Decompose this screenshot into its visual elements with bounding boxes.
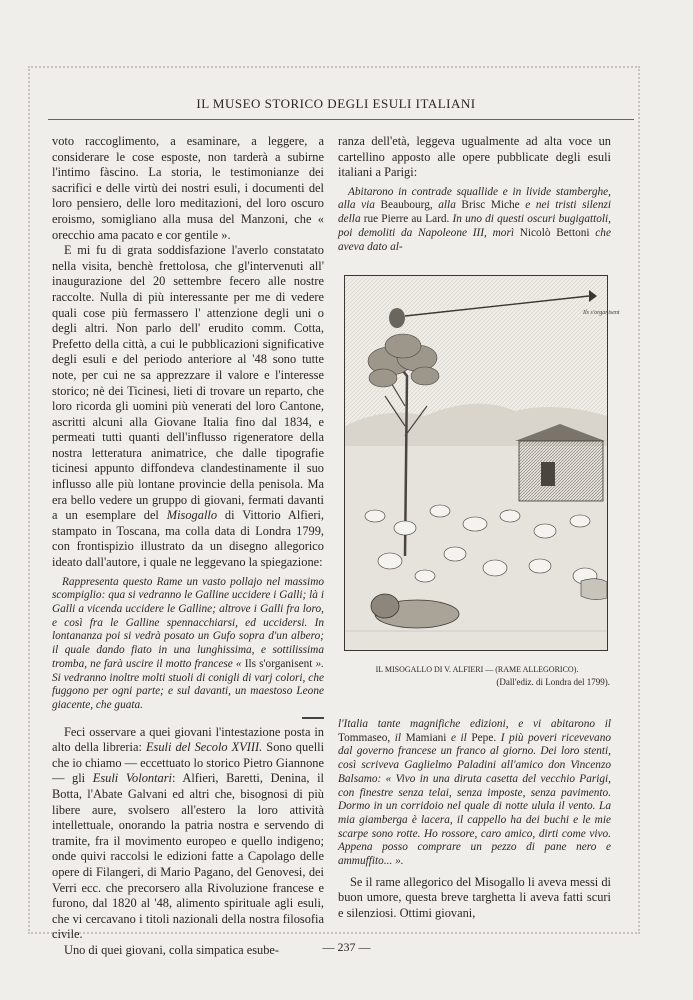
text-run: e il (446, 731, 472, 744)
text-run: e nei tristi silenzi della (338, 199, 611, 226)
quote-end-rule (302, 717, 324, 719)
text-run: Tommaseo, (338, 731, 391, 744)
text-run: Feci osservare a quei giovani l'intestazione posta in alto della libreria: (52, 724, 324, 755)
caption-source: (Dall'ediz. di Londra del 1799). (496, 677, 610, 687)
text-run: E mi fu di grata soddisfazione l'averlo constatato nella visita, benchè frettolosa, che gl'intervenuti all' inaugurazione del 20 settembre fecero alle nostre raccolte. Nulla di più interessante per me di vedere quali cose più fermassero l' attenzione degli uni o degli altri. Non parlo dell' erudito comm. Cotta, Prefetto della città, a cui le pubblicazioni significative degli esuli e del periodo anteriore al '48 sono tutte note, per cui ne sa apprezzare il valore e l'interesse storico; nè dei Ticinesi, lieti di trovare un reparto, che loro ricorda gli uomini più venerati del loro Cantone, ascritti alcuni alla Giovane Italia fino dal 1834, e permeati tutti quanti dell'influsso rigeneratore della nostra letteratura animatrice, che dalle tipografie ticinesi appunto diffondeva clandestinamente il suo influsso alle più lontane provincie della penisola. Ma era bello vedere un gruppo di giovani, fermati davanti a un esemplare del (52, 243, 324, 523)
block-quote (52, 576, 324, 713)
text-run: alla (432, 199, 462, 212)
library-heading: Esuli del Secolo XVIII. (145, 740, 263, 755)
paragraph: ranza dell'età, leggeva ugualmente ad alta voce un cartellino apposto alle opere pubblicate degli esuli italiani a Parigi: (338, 134, 611, 180)
motto: Ils s'organisent (244, 657, 313, 670)
text-run: Nicolò Bettoni (519, 226, 590, 239)
right-column-bottom (338, 718, 611, 922)
block-quote (338, 186, 611, 255)
text-run: In uno di questi oscuri bugigattoli, poi demoliti da Napoleone III, morì (338, 213, 611, 239)
engraving-illustration (344, 275, 620, 651)
book-title: Misogallo (166, 508, 218, 523)
figure-caption (344, 664, 610, 688)
paragraph: Se il rame allegorico del Misogallo li aveva messi di buon umore, questa breve targhetta li aveva fatti scuri e silenziosi. Ottimi giovani, (338, 874, 611, 920)
header-rule (48, 119, 634, 120)
text-run: Mamiani (405, 731, 447, 744)
paragraph: Uno di quei giovani, colla simpatica esube- (64, 942, 280, 957)
text-run: di Vittorio Alfieri, stampato in Toscana, ma colla data di Londra 1799, con frontispizio illustrato da un disegno allegorico ideato dall'autore, i quale ne leggevano la spiegazione: (52, 508, 325, 570)
text-run: l'Italia tante magnifiche edizioni, e vi abitarono il (338, 718, 611, 730)
text-run: Abitarono in contrade squallide e in livide stamberghe, alla via (338, 185, 611, 212)
running-title: IL MUSEO STORICO DEGLI ESULI ITALIANI (196, 96, 476, 111)
text-run: Brisc Miche (461, 199, 520, 212)
text-run: il (390, 731, 406, 744)
paragraph (52, 243, 324, 570)
text-run: Rappresenta questo Rame un vasto pollajo nel massimo scompiglio: qua si vedranno le Galline uccidere i Galli; là i Galli a vicenda uccidere le Galline; altrove i Galli fra loro, e così fra le Galline spennacchiarsi, ed uccidersi. In lontananza poi si vedrà posato un Gufo sopra d'un albero; il quale dando fiato in una lunghissima, e sottilissima tromba, ne farà uscire il motto francese « (52, 575, 324, 670)
text-run: Beaubourg, (380, 199, 433, 212)
text-run: che aveva dato al- (338, 226, 611, 253)
text-run: I più poveri ricevevano dal governo francese un franco al giorno. Dei loro stenti, così scriveva Gaglielmo Paladini all'amico don Vincenzo Balsamo: « Vivo in una diruta casetta del vecchio Parigi, con finestre senza telai, senza imposte, senza pavimento. Dormo in un corridoio nel quale di notte ulula il vento. La mia giamberga è lacera, il cappello ha dei buchi e le mie scarpe sono rotte. Ho rossore, caro amico, dirti come vivo. Appena posso comprare un pezzo di pane nero e ammuffito... ». (338, 731, 611, 868)
page-number: — 237 — (322, 940, 371, 954)
misogallo-engraving (345, 276, 620, 650)
motto-label: Ils s'organisent (583, 310, 620, 316)
emphasis: Esuli Volontari (92, 771, 172, 786)
text-run: : Alfieri, Baretti, Denina, il Botta, l'Abate Galvani ed altri che, bisognosi di più libere aure, svolsero all'estero la loro attività intellettuale, onorando la patria nostra e servendo di tramite, fra il movimento europeo e quello indigeno; onde quivi raccolsi le edizioni fatte a Capolago delle opere di Filangeri, di Mario Pagano, del Genovesi, dei Verri ecc. che precorsero alla Rivoluzione francese e furono, dal 1820 al '48, alimento spirituale agli esuli, che vi cercavano i titoli nazionali della nostra filosofia civile. (52, 771, 324, 942)
text-run: ». Si vedranno inoltre molti stuoli di conigli di varj colori, che fuggono per ogni parte; e sul davanti, un maestoso Leone giacente, che guata. (52, 657, 325, 711)
text-run: rue Pierre au Lard. (363, 213, 450, 226)
caption-title: IL MISOGALLO DI V. ALFIERI — (RAME ALLEGORICO). (375, 665, 579, 674)
paragraph: voto raccoglimento, a esaminare, a leggere, a considerare le cose esposte, non tarderà a subirne l'intimo fàscino. La storia, le testimonianze dei sacrifici e delle virtù dei nostri esuli, i documenti del loro pensiero, delle loro meditazioni, del loro oscuro eroismo, somigliano alla musa del Manzoni, che « orecchio ama pacato e cor gentile ». (52, 134, 324, 242)
block-quote (338, 718, 611, 869)
text-run: Pepe. (471, 731, 497, 744)
right-column-top (338, 134, 611, 258)
text-run: Sono quelli che io chiamo — eccettuato lo storico Pietro Giannone — gli (52, 740, 325, 786)
left-column (52, 134, 324, 959)
paragraph (52, 725, 324, 943)
